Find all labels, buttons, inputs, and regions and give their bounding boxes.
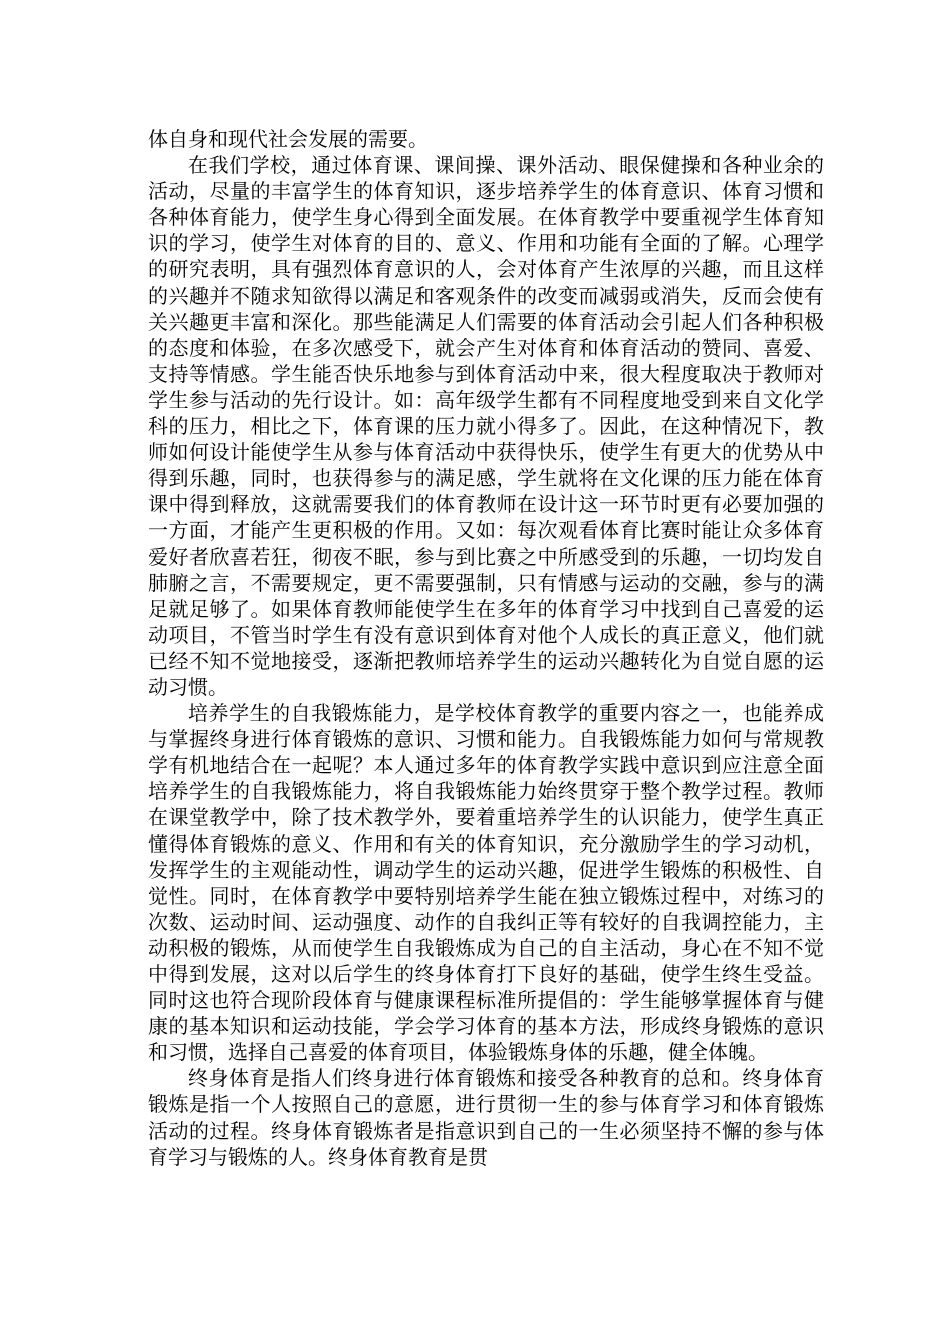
document-page bbox=[148, 126, 824, 1170]
paragraph-school-sports-awareness: 在我们学校，通过体育课、课间操、课外活动、眼保健操和各种业余的活动，尽量的丰富学生的体育知识，逐步培养学生的体育意识、体育习惯和各种体育能力，使学生身心得到全面发展。在体育教学中要重视学生体育知识的学习，使学生对体育的目的、意义、作用和功能有全面的了解。心理学的研究表明，具有强烈体育意识的人，会对体育产生浓厚的兴趣，而且这样的兴趣并不随求知欲得以满足和客观条件的改变而减弱或消失，反而会使有关兴趣更丰富和深化。那些能满足人们需要的体育活动会引起人们各种积极的态度和体验，在多次感受下，就会产生对体育和体育活动的赞同、喜爱、支持等情感。学生能否快乐地参与到体育活动中来，很大程度取决于教师对学生参与活动的先行设计。如：高年级学生都有不同程度地受到来自文化学科的压力，相比之下，体育课的压力就小得多了。因此，在这种情况下，教师如何设计能使学生从参与体育活动中获得快乐，使学生有更大的优势从中得到乐趣，同时，也获得参与的满足感，学生就将在文化课的压力能在体育课中得到释放，这就需要我们的体育教师在设计这一环节时更有必要加强的一方面，才能产生更积极的作用。又如：每次观看体育比赛时能让众多体育爱好者欣喜若狂，彻夜不眠，参与到比赛之中所感受到的乐趣，一切均发自肺腑之言，不需要规定，更不需要强制，只有情感与运动的交融，参与的满足就足够了。如果体育教师能使学生在多年的体育学习中找到自己喜爱的运动项目，不管当时学生有没有意识到体育对他个人成长的真正意义，他们就已经不知不觉地接受，逐渐把教师培养学生的运动兴趣转化为自觉自愿的运动习惯。 bbox=[148, 153, 824, 699]
paragraph-self-exercise-ability: 培养学生的自我锻炼能力，是学校体育教学的重要内容之一，也能养成与掌握终身进行体育锻炼的意识、习惯和能力。自我锻炼能力如何与常规教学有机地结合在一起呢？本人通过多年的体育教学实践中意识到应注意全面培养学生的自我锻炼能力，将自我锻炼能力始终贯穿于整个教学过程。教师在课堂教学中，除了技术教学外，要着重培养学生的认识能力，使学生真正懂得体育锻炼的意义、作用和有关的体育知识，充分激励学生的学习动机，发挥学生的主观能动性，调动学生的运动兴趣，促进学生锻炼的积极性、自觉性。同时，在体育教学中要特别培养学生能在独立锻炼过程中，对练习的次数、运动时间、运动强度、动作的自我纠正等有较好的自我调控能力，主动积极的锻炼，从而使学生自我锻炼成为自己的自主活动，身心在不知不觉中得到发展，这对以后学生的终身体育打下良好的基础，使学生终生受益。同时这也符合现阶段体育与健康课程标准所提倡的：学生能够掌握体育与健康的基本知识和运动技能，学会学习体育的基本方法，形成终身锻炼的意识和习惯，选择自己喜爱的体育项目，体验锻炼身体的乐趣，健全体魄。 bbox=[148, 701, 824, 1065]
paragraph-lifelong-sports: 终身体育是指人们终身进行体育锻炼和接受各种教育的总和。终身体育锻炼是指一个人按照自己的意愿，进行贯彻一生的参与体育学习和体育锻炼活动的过程。终身体育锻炼者是指意识到自己的一生必须坚持不懈的参与体育学习与锻炼的人。终身体育教育是贯 bbox=[148, 1066, 824, 1169]
paragraph-continuation: 体自身和现代社会发展的需要。 bbox=[148, 127, 428, 151]
